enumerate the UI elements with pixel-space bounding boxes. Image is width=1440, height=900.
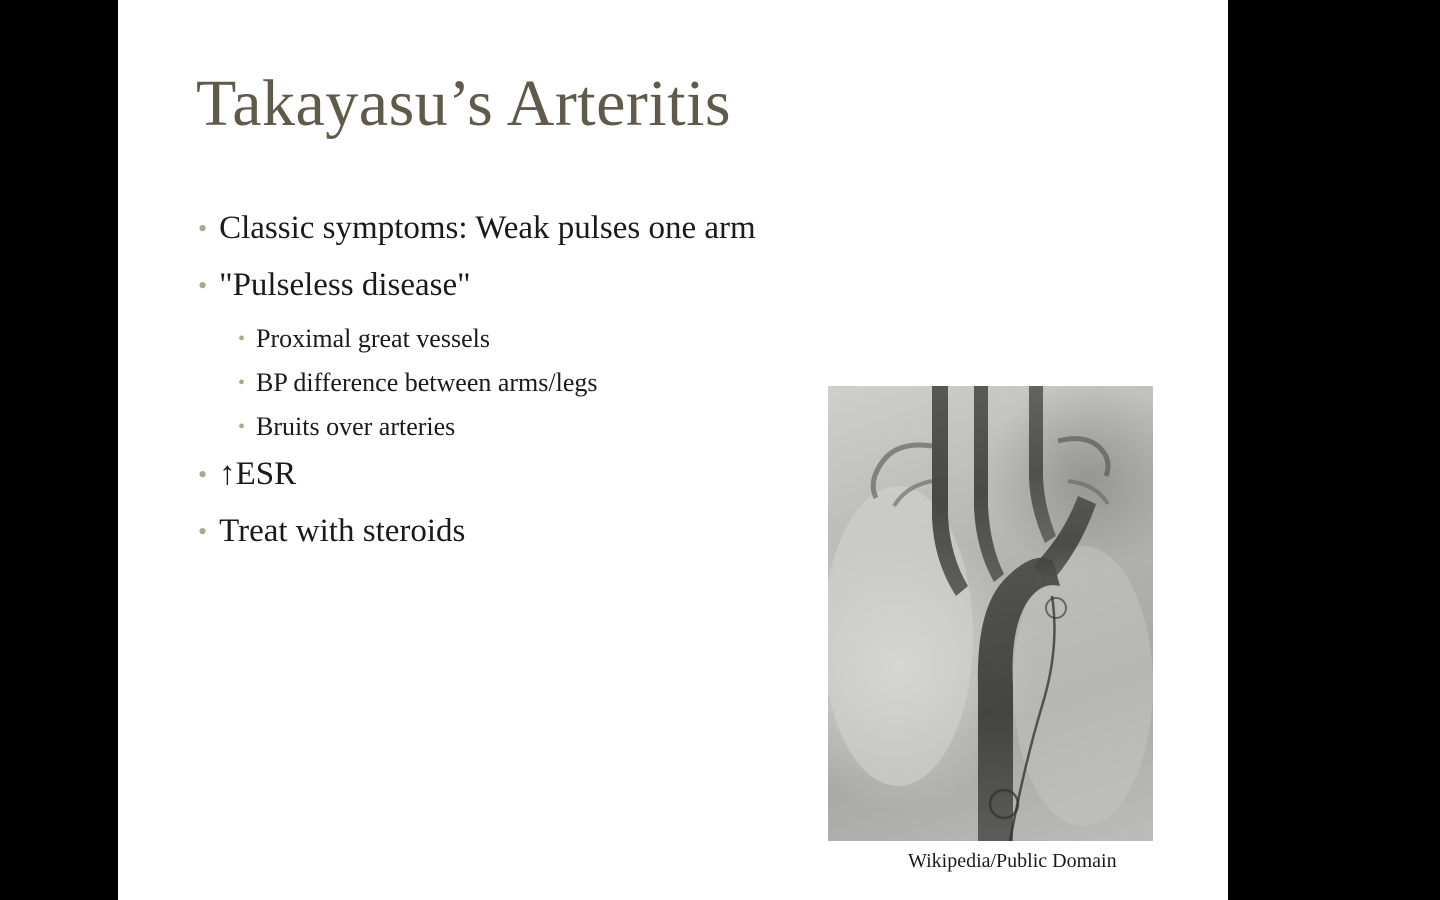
figure-caption: Wikipedia/Public Domain	[908, 850, 1117, 872]
bullet-list	[198, 212, 898, 572]
bullet-marker-icon: •	[238, 416, 246, 438]
list-item	[198, 326, 898, 352]
list-item-label: BP difference between arms/legs	[256, 368, 598, 397]
list-item-label: Classic symptoms: Weak pulses one arm	[219, 210, 756, 246]
list-item-label: Proximal great vessels	[256, 324, 490, 353]
list-item-label: "Pulseless disease"	[219, 267, 471, 303]
list-item	[198, 458, 898, 491]
list-item	[198, 515, 898, 548]
bullet-marker-icon: •	[238, 372, 246, 394]
list-item-label: Bruits over arteries	[256, 412, 456, 441]
list-item	[198, 212, 898, 245]
list-item-label: ↑ESR	[219, 456, 297, 492]
list-item	[198, 414, 898, 440]
bullet-marker-icon: •	[198, 271, 208, 300]
angiogram-vessels	[828, 386, 1153, 841]
bullet-marker-icon: •	[198, 214, 208, 243]
bullet-marker-icon: •	[198, 460, 208, 489]
slide-title: Takayasu’s Arteritis	[196, 67, 732, 140]
letterbox-right	[1320, 0, 1440, 900]
slide-canvas	[118, 0, 1228, 900]
list-item-label: Treat with steroids	[219, 513, 466, 549]
list-item	[198, 269, 898, 302]
angiogram-image	[828, 386, 1153, 841]
bullet-marker-icon: •	[198, 517, 208, 546]
list-item	[198, 370, 898, 396]
bullet-marker-icon: •	[238, 328, 246, 350]
